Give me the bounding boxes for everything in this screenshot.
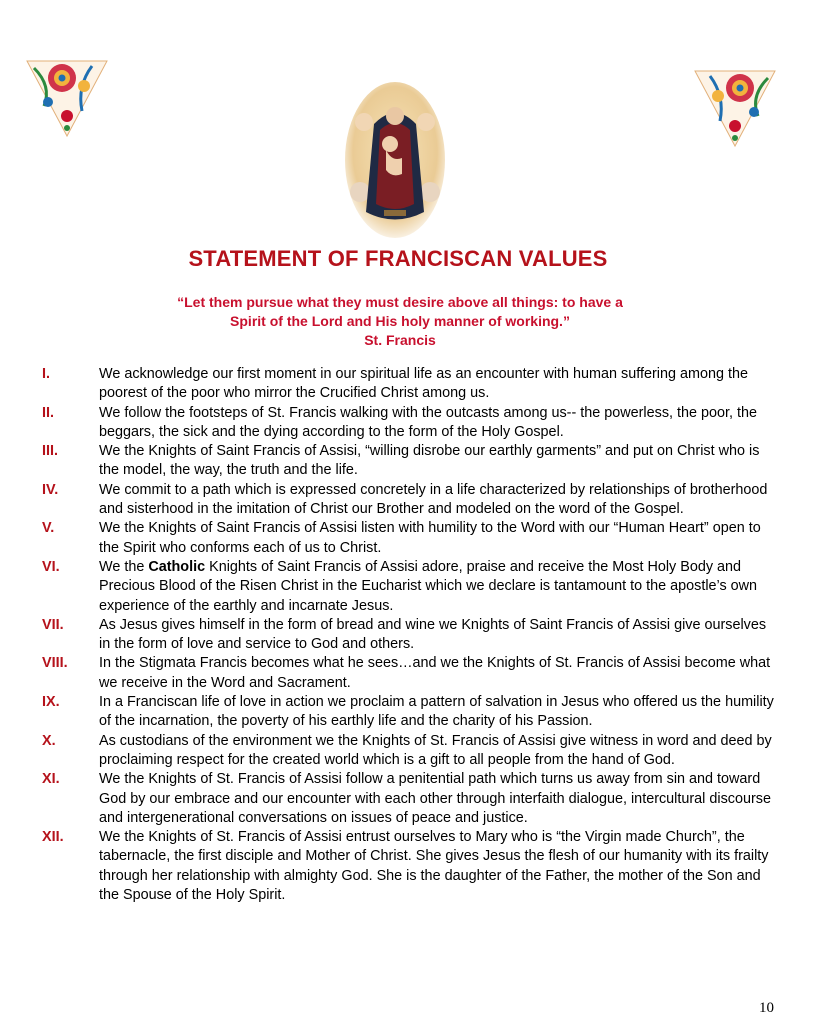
value-item xyxy=(42,404,782,443)
value-numeral: XII. xyxy=(42,829,64,846)
epigraph-quote xyxy=(100,293,700,350)
value-numeral: XI. xyxy=(42,771,60,788)
page-title: STATEMENT OF FRANCISCAN VALUES xyxy=(188,246,608,271)
value-text: We the Knights of Saint Francis of Assisi, “willing disrobe our earthly garments” and put on Christ who is the model, the way, the truth and the life. xyxy=(99,443,760,479)
value-item xyxy=(42,732,782,771)
value-item xyxy=(42,481,782,520)
quote-attribution: St. Francis xyxy=(364,332,436,348)
value-text-after: Knights of Saint Francis of Assisi adore, praise and receive the Most Holy Body and Precious Blood of the Risen Christ in the Eucharist which we declare is tantamount to the apostle’s own experience of the earthly and incarnate Jesus. xyxy=(99,558,758,614)
value-numeral: X. xyxy=(42,732,56,749)
value-text: As custodians of the environment we the Knights of St. Francis of Assisi give witness in word and deed by proclaiming respect for the created world which is a gift to all people from the hand of God. xyxy=(99,732,772,768)
value-item xyxy=(42,654,782,693)
values-list xyxy=(42,365,782,905)
value-text: As Jesus gives himself in the form of bread and wine we Knights of Saint Francis of Assisi give ourselves in the form of love and service to God and others. xyxy=(99,616,767,653)
value-numeral: IV. xyxy=(42,481,59,498)
quote-line-1: “Let them pursue what they must desire above all things: to have a xyxy=(177,294,623,310)
value-text: In a Franciscan life of love in action we proclaim a pattern of salvation in Jesus who offered us the humility of the incarnation, the poverty of his earthly life and the charity of his Passion. xyxy=(99,694,774,730)
value-item xyxy=(42,693,782,732)
value-numeral: VI. xyxy=(42,558,60,575)
value-text: We the Knights of Saint Francis of Assisi listen with humility to the Word with our “Human Heart” open to the Spirit who conforms each of us to Christ. xyxy=(99,520,761,556)
value-item xyxy=(42,365,782,404)
value-text: In the Stigmata Francis becomes what he sees…and we the Knights of St. Francis of Assisi become what we receive in the Word and Sacrament. xyxy=(99,655,771,691)
value-numeral: VII. xyxy=(42,616,64,633)
quote-line-2: Spirit of the Lord and His holy manner of working.” xyxy=(230,313,570,329)
value-numeral: V. xyxy=(42,520,55,537)
value-text-before: We the xyxy=(99,558,149,575)
value-text: We the Knights of St. Francis of Assisi follow a penitential path which turns us away from sin and toward God by our embrace and our encounter with each other through interfaith dialogue, intercultural discourse and intergenerational conversations on issues of peace and justice. xyxy=(99,771,771,826)
value-numeral: IX. xyxy=(42,694,60,711)
value-text: We acknowledge our first moment in our spiritual life as an encounter with human suffering among the poorest of the poor who mirror the Crucified Christ among us. xyxy=(99,366,748,402)
value-numeral: I. xyxy=(42,366,50,382)
value-item xyxy=(42,616,782,655)
value-numeral: III. xyxy=(42,443,58,460)
value-text: We commit to a path which is expressed concretely in a life characterized by relationships of brotherhood and sisterhood in the imitation of Christ our Brother and modeled on the word of the Gospel. xyxy=(99,481,768,518)
value-numeral: II. xyxy=(42,404,54,421)
value-item xyxy=(42,519,782,558)
value-item xyxy=(42,558,782,616)
value-text: We the Knights of St. Francis of Assisi entrust ourselves to Mary who is “the Virgin made Church”, the tabernacle, the first disciple and Mother of Christ. She gives Jesus the flesh of our humanity with its frailty through her relationship with almighty God. She is the daughter of the Father, the mother of the Son and the Spouse of the Holy Spirit. xyxy=(99,829,769,904)
page-number: 10 xyxy=(759,1000,774,1016)
value-text xyxy=(99,558,779,616)
value-text: We follow the footsteps of St. Francis walking with the outcasts among us-- the powerless, the poor, the beggars, the sick and the dying according to the form of the Holy Gospel. xyxy=(99,404,758,440)
madonna-and-child-image xyxy=(344,82,446,240)
value-item xyxy=(42,770,782,828)
value-text-emphasis: Catholic xyxy=(148,558,206,575)
corner-ornament-right-icon xyxy=(690,66,780,156)
corner-ornament-left-icon xyxy=(22,56,112,146)
value-numeral: VIII. xyxy=(42,655,68,672)
value-item xyxy=(42,828,782,905)
value-item xyxy=(42,442,782,481)
